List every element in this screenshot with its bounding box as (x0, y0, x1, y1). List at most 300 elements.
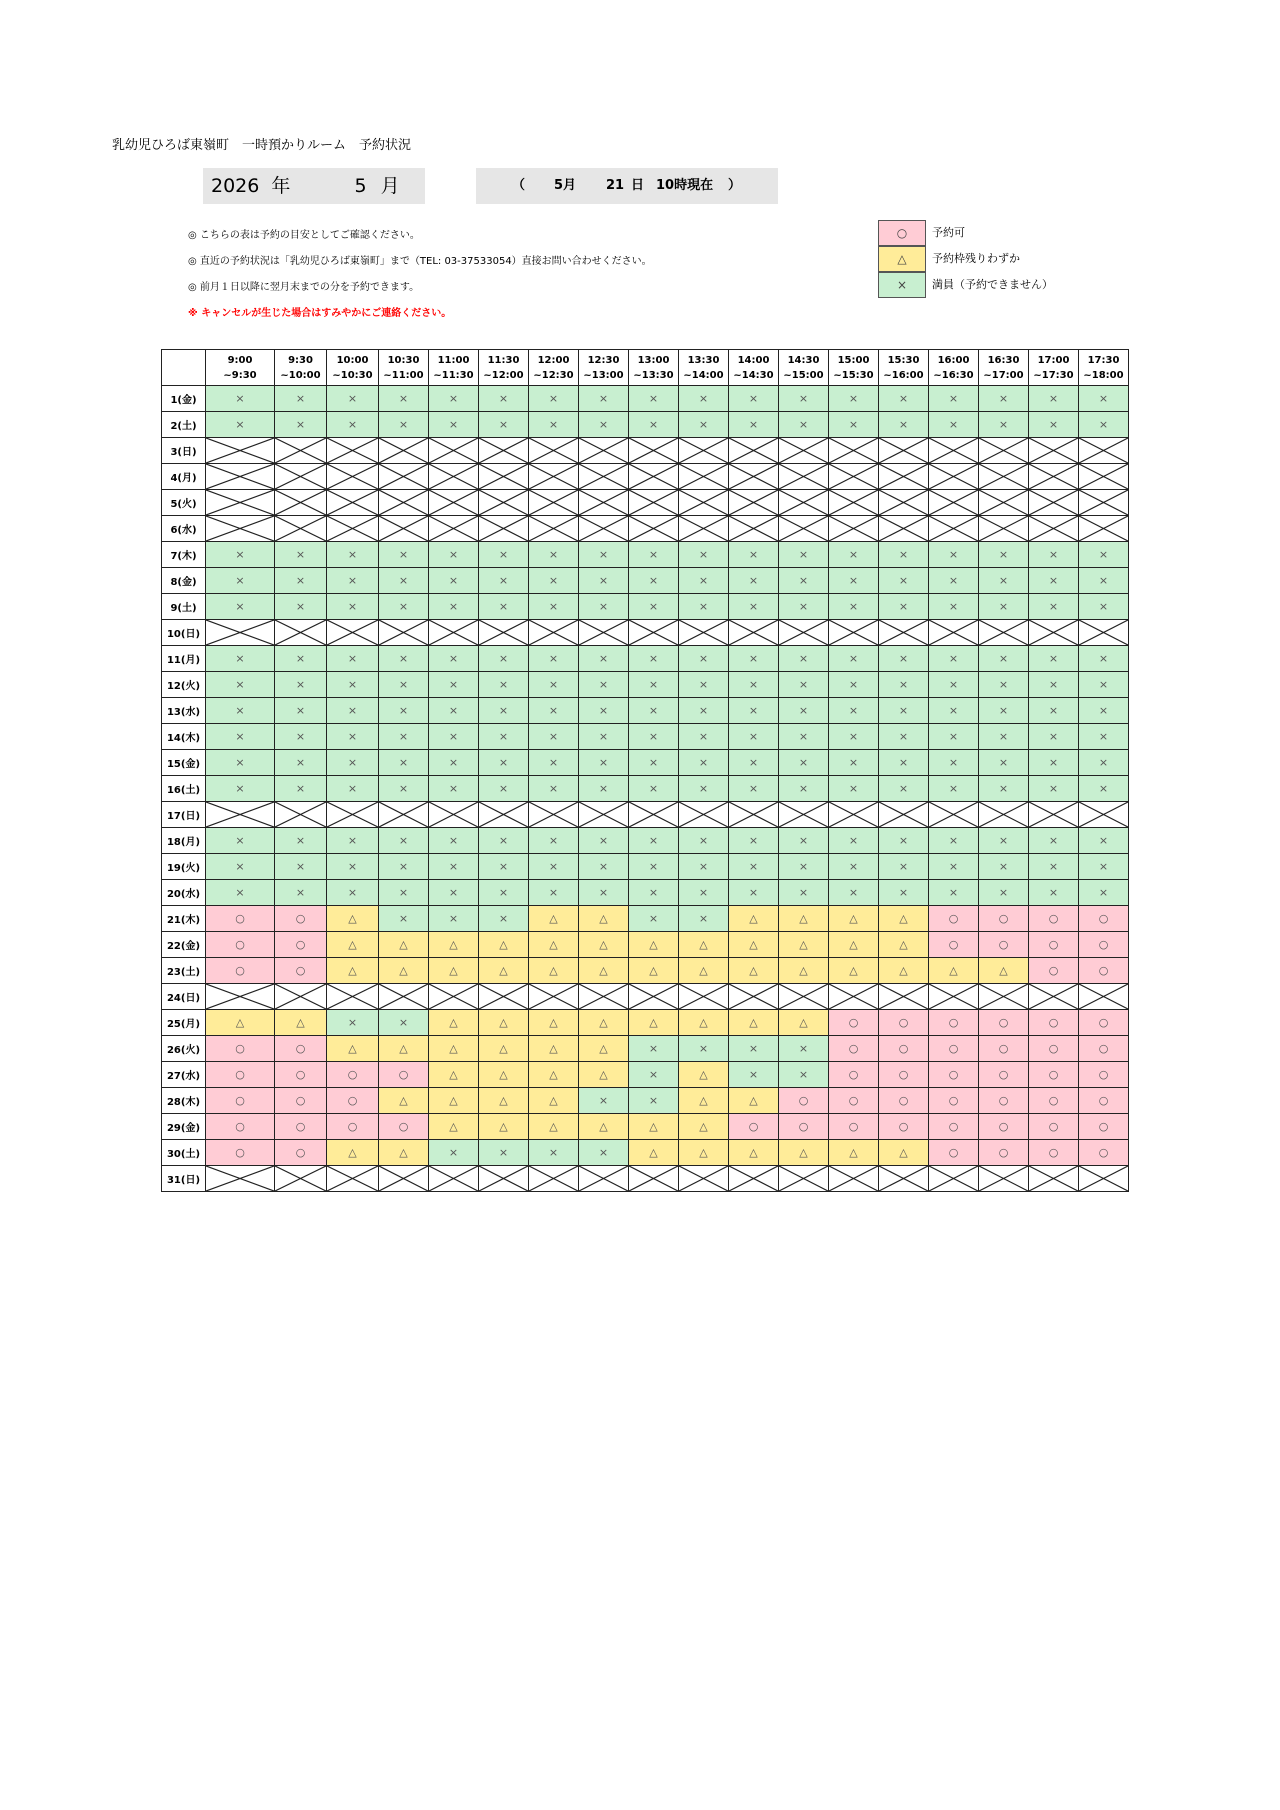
slot-available: ○ (979, 932, 1029, 958)
closed-cell (327, 620, 379, 646)
slot-full: × (479, 854, 529, 880)
slot-full: × (206, 568, 275, 594)
closed-cell (779, 984, 829, 1010)
slot-full: × (206, 386, 275, 412)
table-row (162, 1062, 1129, 1088)
slot-full: × (579, 672, 629, 698)
slot-available: ○ (327, 1114, 379, 1140)
slot-full: × (629, 386, 679, 412)
closed-cell (629, 620, 679, 646)
slot-full: × (779, 1062, 829, 1088)
time-slot-end: ~17:00 (983, 369, 1024, 381)
slot-full: × (629, 1062, 679, 1088)
slot-few-left: △ (729, 958, 779, 984)
slot-few-left: △ (879, 906, 929, 932)
slot-few-left: △ (429, 958, 479, 984)
slot-full: × (275, 776, 327, 802)
closed-cell (529, 1166, 579, 1192)
table-body (162, 386, 1129, 1192)
slot-full: × (629, 594, 679, 620)
slot-few-left: △ (729, 1088, 779, 1114)
closed-cell (579, 516, 629, 542)
slot-full: × (779, 776, 829, 802)
slot-full: × (206, 828, 275, 854)
closed-cell (1079, 464, 1129, 490)
as-of-day: 21 (606, 178, 625, 193)
time-slot-start: 12:30 (587, 354, 620, 366)
slot-few-left: △ (379, 1140, 429, 1166)
closed-cell (779, 438, 829, 464)
slot-full: × (275, 724, 327, 750)
closed-cell (679, 1166, 729, 1192)
slot-available: ○ (275, 958, 327, 984)
slot-full: × (779, 750, 829, 776)
time-slot-end: ~15:00 (783, 369, 824, 381)
closed-cell (679, 620, 729, 646)
slot-available: ○ (1079, 906, 1129, 932)
closed-cell (929, 516, 979, 542)
slot-full: × (275, 646, 327, 672)
slot-full: × (379, 594, 429, 620)
slot-full: × (206, 750, 275, 776)
slot-full: × (979, 568, 1029, 594)
closed-cell (429, 620, 479, 646)
closed-cell (1029, 438, 1079, 464)
slot-full: × (206, 854, 275, 880)
slot-full: × (379, 386, 429, 412)
slot-available: ○ (1029, 1036, 1079, 1062)
time-slot-start: 17:30 (1087, 354, 1120, 366)
closed-cell (327, 438, 379, 464)
slot-full: × (629, 724, 679, 750)
table-row (162, 906, 1129, 932)
slot-full: × (206, 698, 275, 724)
time-slot-end: ~10:00 (280, 369, 321, 381)
closed-cell (629, 464, 679, 490)
closed-cell (275, 490, 327, 516)
slot-full: × (929, 568, 979, 594)
slot-available: ○ (879, 1010, 929, 1036)
time-slot-end: ~9:30 (223, 369, 257, 381)
slot-available: ○ (206, 1114, 275, 1140)
slot-few-left: △ (429, 1114, 479, 1140)
slot-full: × (479, 412, 529, 438)
closed-cell (1079, 620, 1129, 646)
slot-full: × (829, 412, 879, 438)
closed-cell (579, 1166, 629, 1192)
slot-full: × (429, 386, 479, 412)
closed-cell (729, 464, 779, 490)
slot-full: × (879, 828, 929, 854)
table-row (162, 568, 1129, 594)
slot-available: ○ (1029, 1062, 1079, 1088)
time-slot-end: ~15:30 (833, 369, 874, 381)
slot-full: × (679, 594, 729, 620)
closed-cell (929, 464, 979, 490)
slot-full: × (1029, 854, 1079, 880)
slot-full: × (729, 698, 779, 724)
time-slot-header (729, 350, 779, 386)
slot-few-left: △ (679, 1010, 729, 1036)
slot-full: × (479, 542, 529, 568)
closed-cell (479, 620, 529, 646)
closed-cell (579, 620, 629, 646)
slot-few-left: △ (629, 1010, 679, 1036)
slot-full: × (327, 568, 379, 594)
slot-full: × (729, 828, 779, 854)
closed-cell (579, 464, 629, 490)
slot-full: × (327, 386, 379, 412)
slot-full: × (327, 594, 379, 620)
slot-full: × (529, 568, 579, 594)
slot-few-left: △ (327, 906, 379, 932)
time-slot-header (1029, 350, 1079, 386)
slot-available: ○ (1029, 1140, 1079, 1166)
time-slot-header (629, 350, 679, 386)
closed-cell (327, 802, 379, 828)
slot-few-left: △ (579, 906, 629, 932)
closed-cell (629, 438, 679, 464)
slot-available: ○ (979, 1036, 1029, 1062)
closed-cell (206, 438, 275, 464)
closed-cell (275, 516, 327, 542)
slot-full: × (275, 854, 327, 880)
time-slot-header (479, 350, 529, 386)
slot-full: × (529, 854, 579, 880)
closed-cell (327, 490, 379, 516)
slot-full: × (929, 750, 979, 776)
slot-full: × (979, 776, 1029, 802)
slot-full: × (327, 412, 379, 438)
legend-label-few-left: 予約枠残りわずか (932, 252, 1020, 265)
slot-few-left: △ (829, 958, 879, 984)
closed-cell (829, 516, 879, 542)
slot-full: × (679, 386, 729, 412)
closed-cell (327, 984, 379, 1010)
slot-available: ○ (929, 906, 979, 932)
slot-available: ○ (275, 932, 327, 958)
document-title: 乳幼児ひろば東嶺町 一時預かりルーム 予約状況 (112, 138, 412, 153)
slot-few-left: △ (379, 1088, 429, 1114)
slot-full: × (479, 776, 529, 802)
slot-available: ○ (929, 1036, 979, 1062)
time-slot-end: ~13:00 (583, 369, 624, 381)
time-slot-start: 9:30 (288, 354, 313, 366)
slot-full: × (579, 412, 629, 438)
slot-full: × (529, 776, 579, 802)
slot-full: × (327, 698, 379, 724)
slot-few-left: △ (327, 1140, 379, 1166)
slot-full: × (879, 750, 929, 776)
slot-full: × (679, 412, 729, 438)
closed-cell (979, 620, 1029, 646)
slot-full: × (729, 750, 779, 776)
slot-full: × (206, 880, 275, 906)
time-slot-start: 13:30 (687, 354, 720, 366)
slot-available: ○ (779, 1088, 829, 1114)
slot-full: × (879, 594, 929, 620)
slot-few-left: △ (779, 906, 829, 932)
slot-full: × (429, 750, 479, 776)
slot-full: × (779, 1036, 829, 1062)
slot-full: × (979, 828, 1029, 854)
time-slot-start: 9:00 (227, 354, 253, 366)
closed-cell (779, 516, 829, 542)
slot-few-left: △ (879, 1140, 929, 1166)
slot-full: × (729, 542, 779, 568)
closed-cell (579, 984, 629, 1010)
slot-full: × (529, 880, 579, 906)
slot-full: × (579, 698, 629, 724)
slot-full: × (529, 672, 579, 698)
slot-full: × (479, 750, 529, 776)
closed-cell (879, 516, 929, 542)
slot-full: × (529, 646, 579, 672)
slot-full: × (529, 386, 579, 412)
table-row (162, 542, 1129, 568)
slot-full: × (1029, 386, 1079, 412)
time-slot-start: 11:30 (487, 354, 520, 366)
closed-cell (379, 802, 429, 828)
closed-cell (479, 1166, 529, 1192)
closed-cell (1079, 802, 1129, 828)
slot-full: × (275, 698, 327, 724)
slot-few-left: △ (327, 932, 379, 958)
slot-full: × (779, 594, 829, 620)
slot-few-left: △ (479, 1062, 529, 1088)
closed-cell (206, 620, 275, 646)
slot-few-left: △ (379, 958, 429, 984)
day-label: 12(火) (162, 672, 206, 698)
slot-full: × (779, 646, 829, 672)
closed-cell (879, 984, 929, 1010)
slot-full: × (929, 854, 979, 880)
slot-full: × (679, 750, 729, 776)
closed-cell (629, 802, 679, 828)
closed-cell (479, 984, 529, 1010)
closed-cell (979, 1166, 1029, 1192)
day-label: 26(火) (162, 1036, 206, 1062)
slot-full: × (529, 724, 579, 750)
slot-few-left: △ (529, 1010, 579, 1036)
slot-available: ○ (206, 1062, 275, 1088)
slot-full: × (779, 880, 829, 906)
slot-full: × (579, 750, 629, 776)
slot-available: ○ (979, 1010, 1029, 1036)
slot-full: × (629, 542, 679, 568)
slot-available: ○ (1029, 1010, 1079, 1036)
closed-cell (829, 464, 879, 490)
slot-few-left: △ (629, 1140, 679, 1166)
closed-cell (979, 464, 1029, 490)
slot-full: × (579, 542, 629, 568)
time-slot-end: ~11:30 (433, 369, 474, 381)
slot-full: × (1079, 646, 1129, 672)
closed-cell (929, 490, 979, 516)
day-label: 10(日) (162, 620, 206, 646)
slot-few-left: △ (529, 932, 579, 958)
slot-few-left: △ (479, 1114, 529, 1140)
slot-full: × (429, 568, 479, 594)
slot-few-left: △ (429, 1036, 479, 1062)
day-label: 22(金) (162, 932, 206, 958)
slot-full: × (729, 880, 779, 906)
slot-few-left: △ (579, 958, 629, 984)
slot-available: ○ (1029, 1114, 1079, 1140)
slot-few-left: △ (929, 958, 979, 984)
slot-few-left: △ (579, 1114, 629, 1140)
slot-few-left: △ (529, 906, 579, 932)
slot-full: × (879, 776, 929, 802)
slot-full: × (479, 646, 529, 672)
closed-cell (579, 438, 629, 464)
slot-few-left: △ (729, 1140, 779, 1166)
table-row (162, 1166, 1129, 1192)
slot-few-left: △ (779, 958, 829, 984)
time-slot-header (879, 350, 929, 386)
slot-full: × (275, 542, 327, 568)
closed-cell (479, 802, 529, 828)
closed-cell (1029, 620, 1079, 646)
closed-cell (379, 464, 429, 490)
closed-cell (429, 464, 479, 490)
day-label: 11(月) (162, 646, 206, 672)
slot-full: × (1079, 828, 1129, 854)
slot-few-left: △ (829, 932, 879, 958)
time-slot-header (429, 350, 479, 386)
day-label: 6(水) (162, 516, 206, 542)
slot-full: × (429, 672, 479, 698)
slot-full: × (779, 724, 829, 750)
slot-full: × (479, 594, 529, 620)
slot-full: × (579, 1140, 629, 1166)
closed-cell (1029, 1166, 1079, 1192)
day-label: 31(日) (162, 1166, 206, 1192)
slot-full: × (629, 828, 679, 854)
closed-cell (779, 802, 829, 828)
slot-available: ○ (1079, 1114, 1129, 1140)
slot-few-left: △ (479, 958, 529, 984)
slot-available: ○ (829, 1036, 879, 1062)
time-slot-header (529, 350, 579, 386)
slot-full: × (206, 594, 275, 620)
slot-full: × (779, 412, 829, 438)
closed-cell (429, 438, 479, 464)
slot-available: ○ (879, 1062, 929, 1088)
time-slot-header (379, 350, 429, 386)
time-slot-header (327, 350, 379, 386)
slot-full: × (979, 386, 1029, 412)
table-row (162, 750, 1129, 776)
slot-full: × (779, 672, 829, 698)
slot-full: × (579, 776, 629, 802)
slot-full: × (1029, 750, 1079, 776)
slot-full: × (429, 412, 479, 438)
slot-full: × (629, 750, 679, 776)
legend-swatch-full: × (878, 272, 926, 298)
slot-full: × (829, 594, 879, 620)
closed-cell (379, 1166, 429, 1192)
time-slot-header (206, 350, 275, 386)
slot-few-left: △ (479, 1088, 529, 1114)
closed-cell (206, 464, 275, 490)
slot-available: ○ (206, 958, 275, 984)
slot-full: × (379, 906, 429, 932)
closed-cell (879, 490, 929, 516)
closed-cell (629, 490, 679, 516)
table-row (162, 1088, 1129, 1114)
time-slot-start: 11:00 (437, 354, 470, 366)
closed-cell (829, 1166, 879, 1192)
slot-full: × (379, 412, 429, 438)
as-of-open: （ (512, 178, 526, 193)
day-label: 28(木) (162, 1088, 206, 1114)
slot-full: × (729, 412, 779, 438)
closed-cell (929, 1166, 979, 1192)
closed-cell (429, 1166, 479, 1192)
slot-full: × (1079, 698, 1129, 724)
slot-available: ○ (879, 1036, 929, 1062)
slot-few-left: △ (729, 932, 779, 958)
closed-cell (779, 490, 829, 516)
slot-full: × (1029, 698, 1079, 724)
time-slot-header (275, 350, 327, 386)
closed-cell (779, 1166, 829, 1192)
slot-few-left: △ (327, 958, 379, 984)
slot-few-left: △ (529, 1062, 579, 1088)
slot-full: × (479, 698, 529, 724)
table-row (162, 1114, 1129, 1140)
slot-full: × (429, 828, 479, 854)
closed-cell (1029, 984, 1079, 1010)
closed-cell (529, 516, 579, 542)
slot-few-left: △ (579, 1036, 629, 1062)
slot-full: × (879, 672, 929, 698)
table-row (162, 672, 1129, 698)
day-label: 29(金) (162, 1114, 206, 1140)
slot-available: ○ (275, 1062, 327, 1088)
table-row (162, 490, 1129, 516)
slot-available: ○ (1079, 1010, 1129, 1036)
slot-full: × (979, 646, 1029, 672)
slot-full: × (479, 880, 529, 906)
legend-swatch-few-left: △ (878, 246, 926, 272)
slot-full: × (829, 880, 879, 906)
slot-full: × (879, 854, 929, 880)
slot-full: × (779, 854, 829, 880)
slot-available: ○ (327, 1062, 379, 1088)
table-row (162, 386, 1129, 412)
slot-available: ○ (929, 1010, 979, 1036)
closed-cell (879, 1166, 929, 1192)
closed-cell (929, 438, 979, 464)
slot-full: × (529, 828, 579, 854)
closed-cell (206, 490, 275, 516)
slot-full: × (829, 698, 879, 724)
time-slot-end: ~16:30 (933, 369, 974, 381)
closed-cell (579, 490, 629, 516)
table-row (162, 724, 1129, 750)
slot-few-left: △ (629, 1114, 679, 1140)
time-slot-start: 14:30 (787, 354, 820, 366)
slot-full: × (629, 906, 679, 932)
slot-full: × (979, 594, 1029, 620)
slot-full: × (679, 776, 729, 802)
slot-full: × (929, 880, 979, 906)
slot-full: × (779, 386, 829, 412)
slot-few-left: △ (479, 1036, 529, 1062)
day-label: 24(日) (162, 984, 206, 1010)
